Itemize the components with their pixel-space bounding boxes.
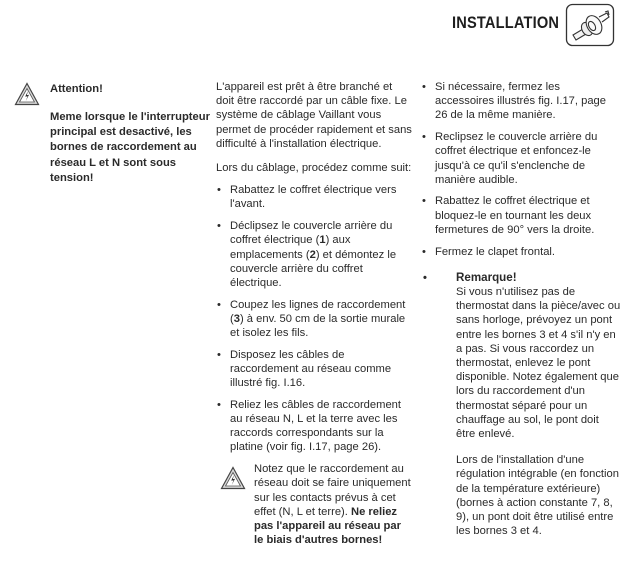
list-item: • Fermez le clapet frontal. [422,245,556,258]
closing-instructions-column [421,80,621,538]
wiring-instructions-column [216,80,412,547]
wiring-steps-list [216,183,412,454]
bullet-icon: • [217,184,221,197]
attention-title: Attention! [50,83,103,95]
remark-block [421,271,621,539]
remark-body-secondary: Lors de l'installation d'une régulation intégrable (en fonction de la température extérieure) (bornes à action constante 7, 8, 9), un pont doit être utilisé entre les bornes 3 et 4. [456,454,619,538]
bullet-icon: • [422,195,426,208]
callout-number: 1 [319,234,326,247]
bullet-icon: • [422,245,426,258]
bullet-icon: • [217,398,221,411]
electric-hazard-warning-icon [220,466,246,490]
section-title: INSTALLATION [452,13,560,32]
mains-connection-notice [216,462,412,547]
bullet-icon: • [422,81,426,93]
steps-intro: Lors du câblage, procédez comme suit: [216,162,412,175]
list-item: • Reclipsez le couvercle arrière du coffret électrique et enfoncez-le jusqu'à ce qu'il s'enclenche de manière audible. [422,131,598,186]
list-item: • Rabattez le coffret électrique et bloquez-le en tournant les deux fermetures de 90° vers la droite. [422,195,595,236]
bullet-icon: • [422,131,426,144]
notice-bold-text: Ne reliez pas l'appareil au réseau par le biais d'autres bornes! [254,505,401,547]
list-item: • Disposez les câbles de raccordement au réseau comme illustré fig. I.16. [217,348,392,390]
electric-hazard-warning-icon [14,82,40,106]
installation-connector-icon [565,3,615,47]
list-item: • Coupez les lignes de raccordement (3) à env. 50 cm de la sortie murale et isolez les fils. [217,298,406,340]
attention-body: Meme lorsque le l'interrupteur principal est desactivé, les bornes de raccordement au réseau L et N sont sous tension! [50,111,210,184]
bullet-icon: • [423,271,427,284]
callout-number: 2 [309,248,316,261]
closing-steps-list [421,80,621,259]
list-item: • Déclipsez le couvercle arrière du coffret électrique (1) aux emplacements (2) et démontez le couvercle arrière du coffret électrique. [217,220,397,289]
list-item: • Reliez les câbles de raccordement au réseau N, L et la terre avec les raccords correspondants sur la platine (voir fig. I.17, page 26). [217,398,402,454]
notice-text: Notez que le raccordement au réseau doit se faire uniquement sur les contacts prévus à cet effet (N, L et terre). [254,463,411,518]
list-item: • Rabattez le coffret électrique vers l'avant. [217,184,397,211]
remark-title: Remarque! [456,270,517,284]
list-item: • Si nécessaire, fermez les accessoires illustrés fig. I.17, page 26 de la même manière. [422,81,607,122]
intro-paragraph: L'appareil est prêt à être branché et doit être raccordé par un câble fixe. Le système de câblage Vaillant vous permet de procéder rapidement et sans difficulté à l'installation électrique. [216,81,412,150]
bullet-icon: • [217,348,221,361]
callout-number: 3 [233,312,240,325]
remark-body: Si vous n'utilisez pas de thermostat dans la pièce/avec ou sans horloge, prévoyez un pont entre les bornes 3 et 4 s'il n'y en a pas. Si vous raccordez un thermostat, enlevez le pont disponible. Notez également que lors du raccordement d'un thermostat séparé pour un chauffage au sol, le pont doit être enlevé. [456,285,621,440]
bullet-icon: • [217,298,221,311]
bullet-icon: • [217,220,221,233]
